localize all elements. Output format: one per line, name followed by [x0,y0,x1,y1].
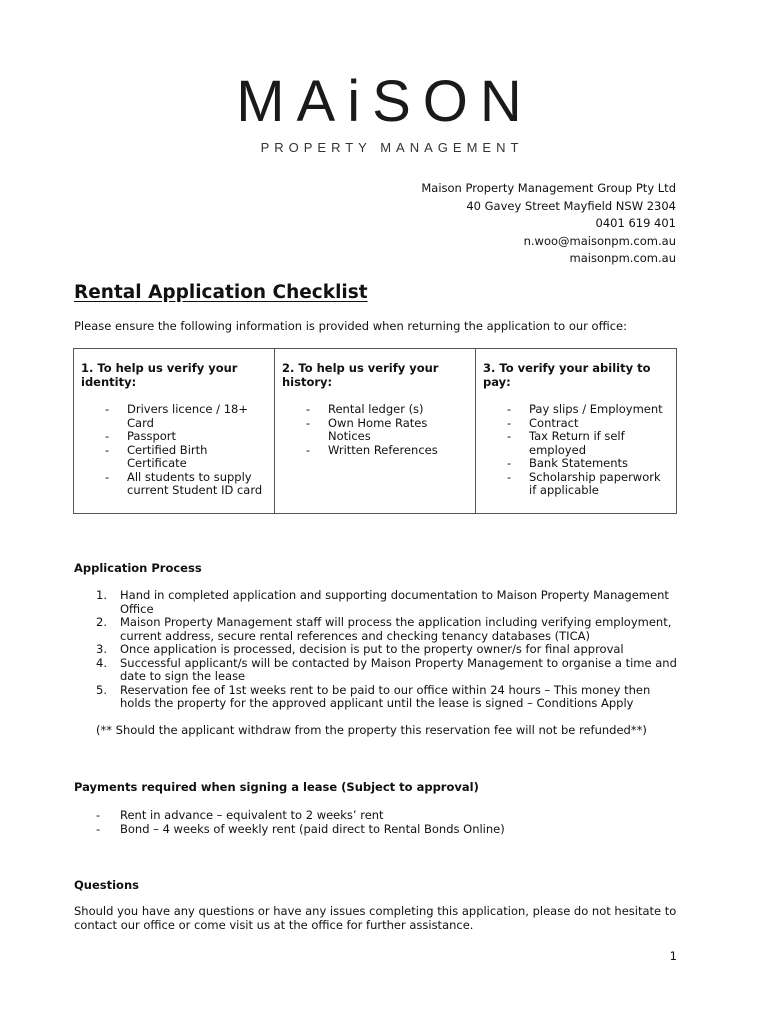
process-heading: Application Process [74,561,202,575]
checklist-column-identity [74,349,275,514]
checklist-list [483,403,670,498]
process-step [74,657,679,684]
list-item: - Rental ledger (s) [282,403,469,417]
refund-note: (** Should the applicant withdraw from the property this reservation fee will not be refunded**) [96,723,647,737]
intro-text: Please ensure the following information is provided when returning the application to our office: [74,319,627,333]
checklist-table [73,348,677,514]
step-number: 4. [96,655,107,670]
company-website: maisonpm.com.au [569,251,676,266]
list-item: - Tax Return if self employed [483,430,670,457]
page-number: 1 [669,949,677,963]
list-item: - Scholarship paperwork if applicable [483,471,670,498]
list-item: - Own Home Rates Notices [282,417,469,444]
checklist-column-ability-to-pay [476,349,677,514]
step-number: 2. [96,615,107,629]
logo-wordmark: MAiSON [236,69,534,134]
process-step [74,643,679,657]
process-step [74,616,679,643]
step-text: Once application is processed, decision is put to the property owner/s for final approval [120,642,624,656]
step-number: 1. [96,588,107,602]
company-phone: 0401 619 401 [595,216,676,231]
list-item: - All students to supply current Student ID card [81,471,268,498]
company-logo [0,70,770,155]
list-item: - Bond – 4 weeks of weekly rent (paid direct to Rental Bonds Online) [74,822,505,836]
list-item: - Written References [282,444,469,458]
checklist-column-history [275,349,476,514]
list-item: - Certified Birth Certificate [81,444,268,471]
step-number: 3. [96,642,107,656]
checklist-list [282,403,469,457]
list-item: - Contract [483,417,670,431]
step-text: Maison Property Management staff will process the application including verifying employment, current address, secure rental references and checking tenancy databases (TICA) [120,615,672,643]
process-step [74,684,679,711]
process-steps [74,589,679,711]
checklist-list [81,403,268,498]
logo-subtitle: PROPERTY MANAGEMENT [260,140,524,155]
payments-heading: Payments required when signing a lease (Subject to approval) [74,780,479,794]
checklist-heading: 3. To verify your ability to pay: [483,361,651,389]
company-name: Maison Property Management Group Pty Ltd [421,181,676,195]
list-item: - Rent in advance – equivalent to 2 weeks’ rent [74,808,505,822]
step-text: Reservation fee of 1st weeks rent to be paid to our office within 24 hours – This money then holds the property for the approved applicant until the lease is signed – Conditions Apply [120,682,651,710]
step-text: Hand in completed application and supporting documentation to Maison Property Management Office [120,588,669,616]
checklist-heading: 1. To help us verify your identity: [81,361,238,389]
list-item: - Passport [81,430,268,444]
step-number: 5. [96,682,107,697]
list-item: - Pay slips / Employment [483,403,670,417]
questions-text: Should you have any questions or have any issues completing this application, please do not hesitate to contact our office or come visit us at the office for further assistance. [74,904,677,932]
page-title: Rental Application Checklist [74,282,368,303]
company-email: n.woo@maisonpm.com.au [523,233,676,248]
company-address-block [421,180,676,268]
payments-list [74,808,505,836]
process-step [74,589,679,616]
questions-heading: Questions [74,878,139,892]
checklist-heading: 2. To help us verify your history: [282,361,439,389]
company-street: 40 Gavey Street Mayfield NSW 2304 [466,198,676,213]
list-item: - Drivers licence / 18+ Card [81,403,268,430]
list-item: - Bank Statements [483,457,670,471]
step-text: Successful applicant/s will be contacted by Maison Property Management to organise a time and date to sign the lease [120,655,677,683]
